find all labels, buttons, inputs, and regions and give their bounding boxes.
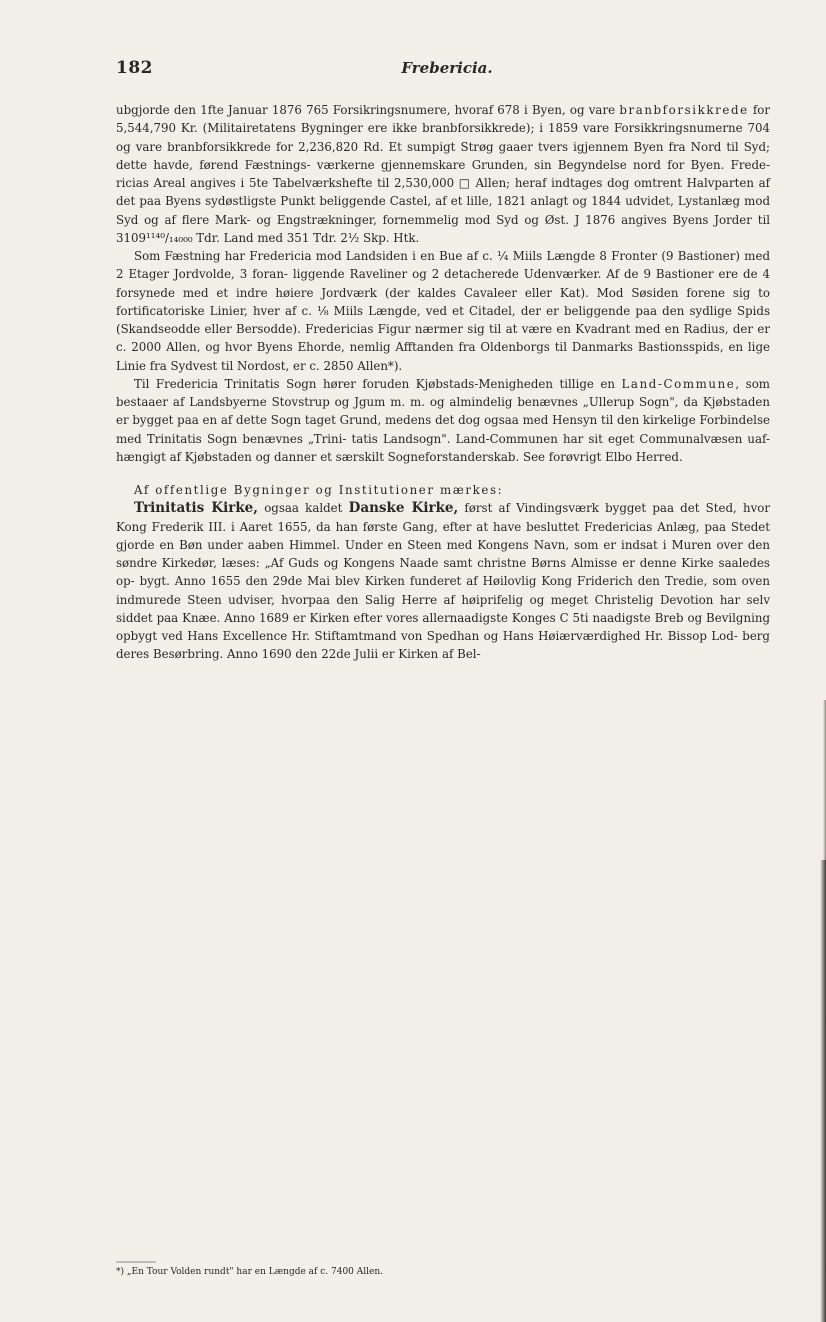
footnote: *) „En Tour Volden rundt" har en Længde af c. 7400 Allen. xyxy=(116,1267,384,1277)
footnote-rule xyxy=(116,1261,770,1263)
page-number: 182 xyxy=(116,58,153,78)
public-buildings-intro: Af offentlige Bygninger og Institutioner mærkes: xyxy=(134,483,504,497)
paragraph-public-buildings-intro xyxy=(116,481,770,499)
body-text xyxy=(116,101,770,664)
running-title: Frebericia. xyxy=(401,59,493,77)
paragraph-parish: Til Fredericia Trinitatis Sogn hører foruden Kjøbstads-Menigheden tillige en Land-Commune, som bestaaer af Landsbyerne Stovstrup og Jgum m. m. og almindelig benævnes „Ullerup Sogn", da Kjøbstaden er bygget paa en af dette Sogn taget Grund, medens det dog ogsaa med Hensyn til den kirkelige Forbindelse med Trinitatis Sogn benævnes „Trini- tatis Landsogn". Land-Communen har sit eget Communalvæsen uaf- hængigt af Kjøbstaden og danner et særskilt Sogneforstanderskab. See forøvrigt Elbo Herred. xyxy=(116,376,770,464)
paragraph-fortress: Som Fæstning har Fredericia mod Landsiden i en Bue af c. ¼ Miils Længde 8 Fronter (9 Bastioner) med 2 Etager Jordvolde, 3 foran- liggende Raveliner og 2 detacherede Udenværker. Af de 9 Bastioner ere de 4 forsynede med et indre høiere Jordværk (der kaldes Cavaleer eller Kat). Mod Søsiden forene sig to fortificatoriske Linier, hver af c. ⅛ Miils Længde, ved et Citadel, der er beliggende paa den sydlige Spids (Skandseodde eller Bersodde). Fredericias Figur nærmer sig til at være en Kvadrant med en Radius, der er c. 2000 Allen, og hvor Byens Ehorde, nemlig Afftanden fra Oldenborgs til Danmarks Bastionsspids, en lige Linie fra Sydvest til Nordost, er c. 2850 Allen*). xyxy=(116,249,770,373)
paragraph-town-description: ubgjorde den 1fte Januar 1876 765 Forsikringsnumere, hvoraf 678 i Byen, og vare branbforsikkrede for 5,544,790 Kr. (Militairetatens Bygninger ere ikke branbforsikkrede); i 1859 vare Forsikkringsnumerne 704 og vare branbforsikkrede for 2,236,820 Rd. Et sumpigt Strøg gaaer tvers igjennem Byen fra Nord til Syd; dette havde, førend Fæstnings- værkerne gjennemskare Grunden, sin Begyndelse nord for Byen. Frede- ricias Areal angives i 5te Tabelværkshefte til 2,530,000 □ Allen; heraf indtages dog omtrent Halvparten af det paa Byens sydøstligste Punkt beliggende Castel, af et lille, 1821 anlagt og 1844 udvidet, Lystanlæg mod Syd og af flere Mark- og Engstrækninger, fornemmelig mod Syd og Øst. J 1876 angives Byens Jorder til 3109¹¹⁴⁰/₁₄₀₀₀ Tdr. Land med 351 Tdr. 2½ Skp. Htk. xyxy=(116,103,770,245)
page-header xyxy=(116,58,778,82)
paragraph-trinitatis-church: Trinitatis Kirke, ogsaa kaldet Danske Kirke, først af Vindingsværk bygget paa det Sted, hvor Kong Frederik III. i Aaret 1655, da han første Gang, efter at have besluttet Fredericias Anlæg, paa Stedet gjorde en Bøn under aaben Himmel. Under en Steen med Kongens Navn, som er indsat i Muren over den søndre Kirkedør, læses: „Af Guds og Kongens Naade samt christne Børns Almisse er denne Kirke saaledes op- bygt. Anno 1655 den 29de Mai blev Kirken funderet af Høilovlig Kong Friderich den Tredie, som oven indmurede Steen udviser, hvorpaa den Salig Herre af høiprifelig og meget Christelig Devotion har selv siddet paa Knæe. Anno 1689 er Kirken efter vores allernaadigste Konges C 5ti naadigste Breb og Bevilgning opbygt ved Hans Excellence Hr. Stiftamtmand von Spedhan og Hans Høiærværdighed Hr. Bissop Lod- berg deres Besørbring. Anno 1690 den 22de Julii er Kirken af Bel- xyxy=(116,500,770,662)
page-edge-shadow xyxy=(820,860,826,1322)
